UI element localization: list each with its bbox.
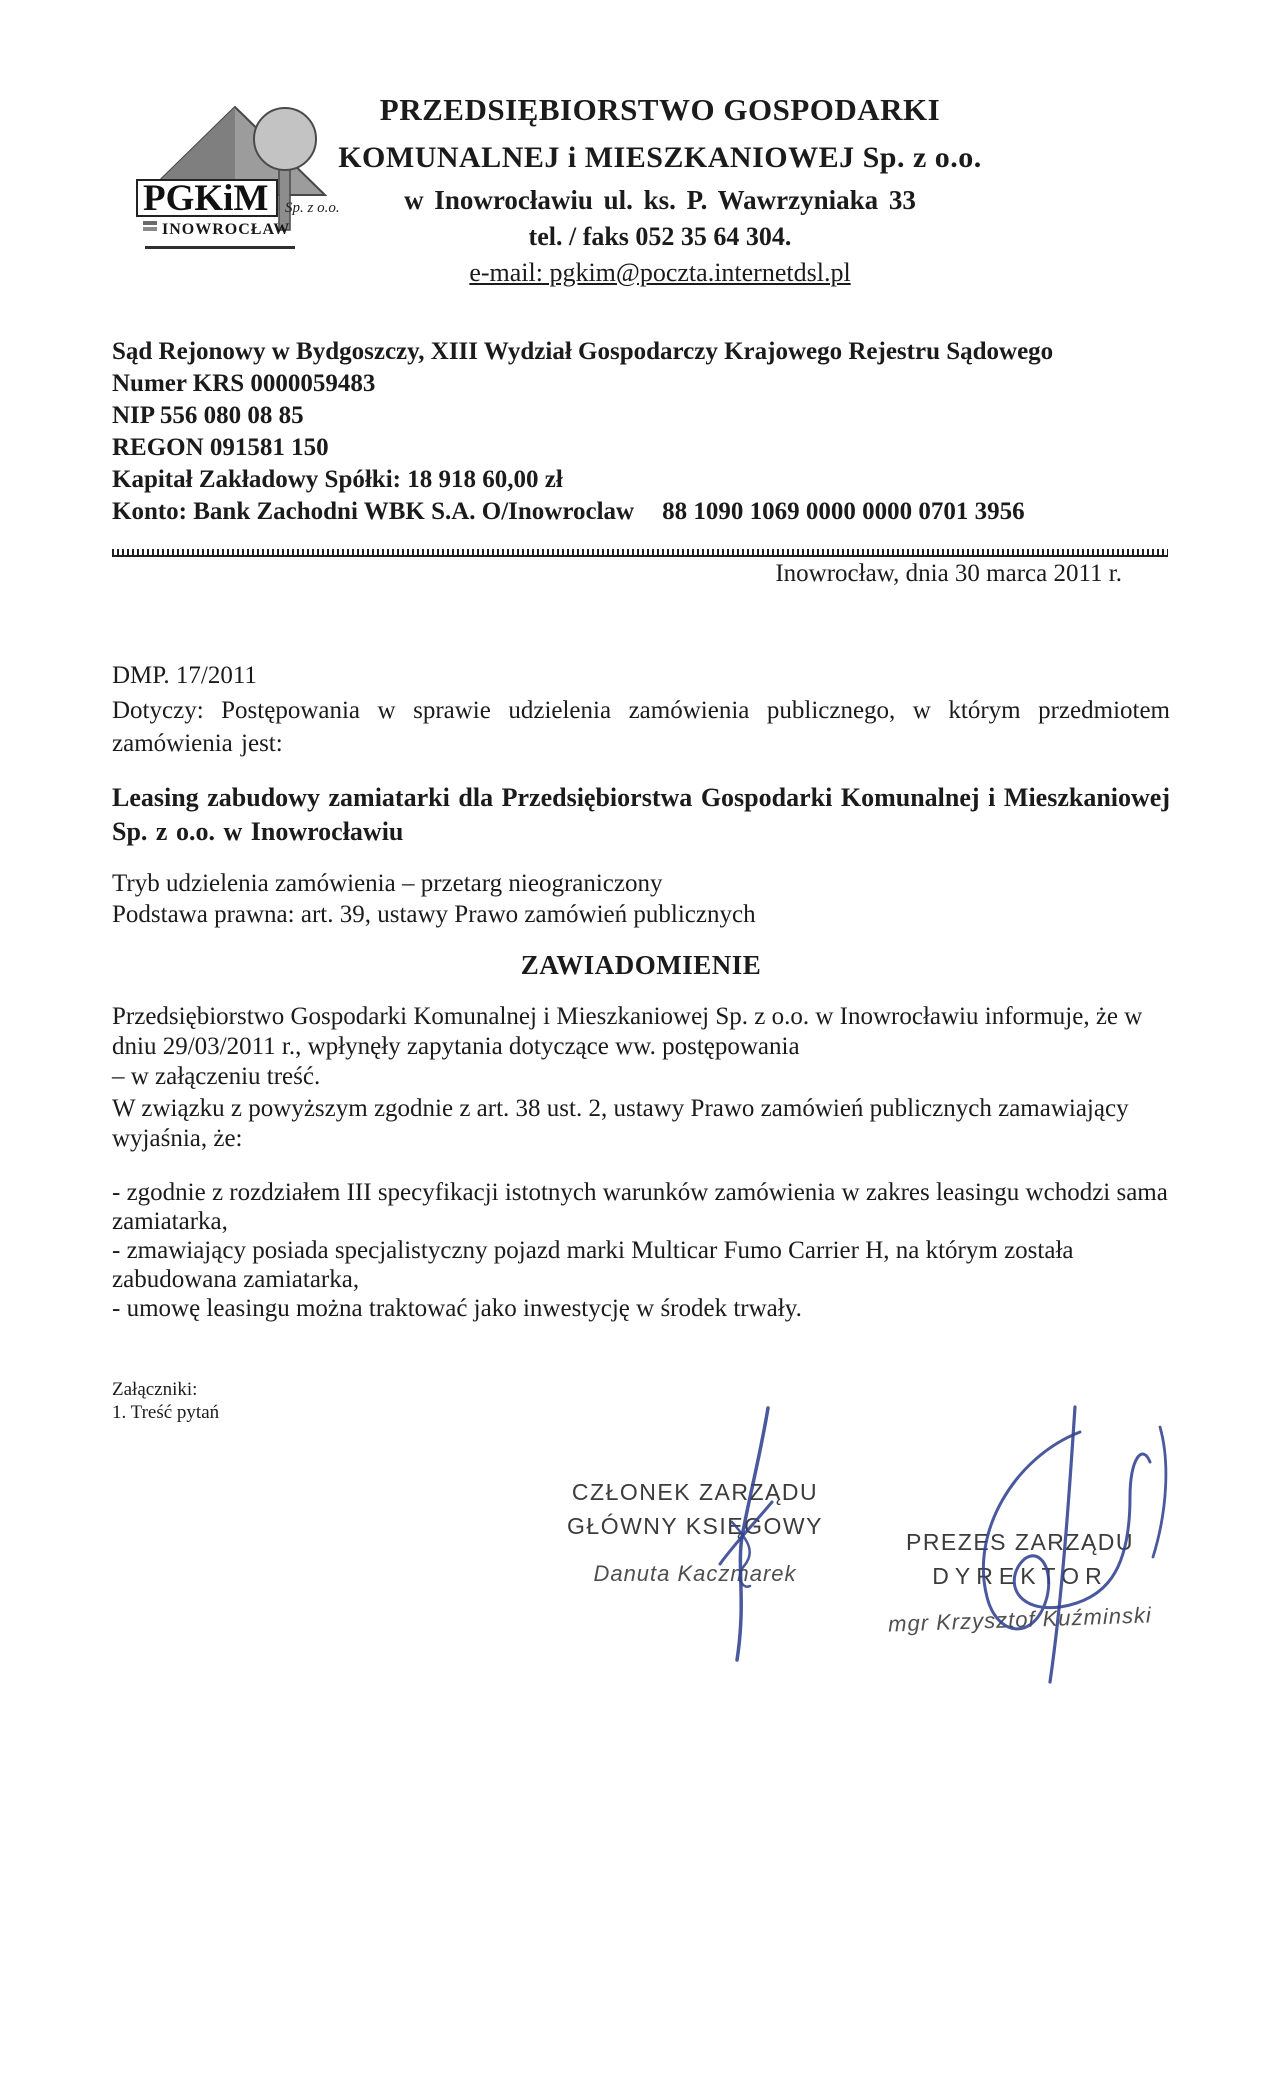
registry-capital: Kapitał Zakładowy Spółki: 18 918 60,00 zł [112,466,563,493]
stamp-right-role1: PREZES ZARZĄDU [905,1529,1135,1555]
letterhead [330,92,990,288]
body-paragraph-1-note: – w załączeniu treść. [112,1063,321,1090]
regarding-paragraph: Dotyczy: Postępowania w sprawie udzielenia zamówienia publicznego, w którym przedmiotem zamówienia jest: [112,697,1170,757]
registry-block [112,336,1142,528]
stamp-right-role2: DYREKTOR [932,1563,1108,1589]
company-name-line1: PRZEDSIĘBIORSTWO GOSPODARKI [379,92,941,127]
logo-abbr: PGKiM [143,178,269,219]
stamp-right [875,1528,1165,1637]
logo-hatch [143,221,157,225]
attachment-item: 1. Treść pytań [112,1402,220,1423]
company-address: w Inowrocławiu ul. ks. P. Wawrzyniaka 33 [404,185,916,215]
logo-suffix: Sp. z o.o. [285,200,340,216]
pgkim-logo [135,92,350,244]
dotted-separator [112,549,1168,557]
reference-number: DMP. 17/2011 [112,662,257,689]
registry-account [112,496,1142,528]
point-item: - zmawiający posiada specjalistyczny pojazd marki Multicar Fumo Carrier H, na którym została zabudowana zamiatarka, [112,1237,1074,1293]
tree-icon [254,108,316,170]
attachments-label: Załączniki: [112,1379,198,1400]
logo-hatch [143,227,157,231]
registry-krs: Numer KRS 0000059483 [112,370,376,397]
stamp-left-role1: CZŁONEK ZARZĄDU [571,1479,819,1505]
registry-court: Sąd Rejonowy w Bydgoszczy, XIII Wydział Gospodarczy Krajowego Rejestru Sądowego [112,338,1054,365]
company-email: e-mail: pgkim@poczta.internetdsl.pl [469,258,851,287]
legal-basis-line: Podstawa prawna: art. 39, ustawy Prawo zamówień publicznych [112,901,756,928]
registry-account-label: Konto: Bank Zachodni WBK S.A. O/Inowroclaw [112,498,635,525]
registry-account-number: 88 1090 1069 0000 0000 0701 3956 [662,498,1025,525]
company-phone: tel. / faks 052 35 64 304. [528,222,792,251]
stamp-left [555,1478,835,1587]
point-item: - zgodnie z rozdziałem III specyfikacji istotnych warunków zamówienia w zakres leasingu wchodzi sama zamiatarka, [112,1179,1168,1235]
company-name-line2: KOMUNALNEJ i MIESZKANIOWEJ Sp. z o.o. [338,141,982,174]
body-paragraph-1-text: Przedsiębiorstwo Gospodarki Komunalnej i Mieszkaniowej Sp. z o.o. w Inowrocławiu informuje, że w dniu 29/03/2011 r., wpłynęły zapytania dotyczące ww. postępowania [112,1003,1143,1060]
dateline: Inowrocław, dnia 30 marca 2011 r. [775,560,1122,587]
attachments-block [112,1378,219,1424]
logo-city: INOWROCŁAW [162,221,291,238]
tree-trunk [279,162,290,230]
logo-divider [145,246,295,249]
body-paragraph-2: W związku z powyższym zgodnie z art. 38 ust. 2, ustawy Prawo zamówień publicznych zamawiający wyjaśnia, że: [112,1095,1129,1152]
registry-regon: REGON 091581 150 [112,434,329,461]
point-item: - umowę leasingu można traktować jako inwestycję w środek trwały. [112,1295,802,1322]
procedure-line: Tryb udzielenia zamówienia – przetarg nieograniczony [112,870,663,897]
body-paragraph-1 [112,1002,1170,1092]
explanation-points [112,1178,1170,1323]
registry-nip: NIP 556 080 08 85 [112,402,304,429]
stamp-right-name: mgr Krzysztof Kuźminski [887,1602,1153,1637]
stamp-left-name: Danuta Kaczmarek [593,1561,797,1586]
stamp-left-role2: GŁÓWNY KSIĘGOWY [567,1513,823,1539]
notice-title: ZAWIADOMIENIE [520,950,762,980]
subject-bold: Leasing zabudowy zamiatarki dla Przedsiębiorstwa Gospodarki Komunalnej i Mieszkaniowej Sp. z o.o. w Inowrocławiu [112,783,1170,846]
